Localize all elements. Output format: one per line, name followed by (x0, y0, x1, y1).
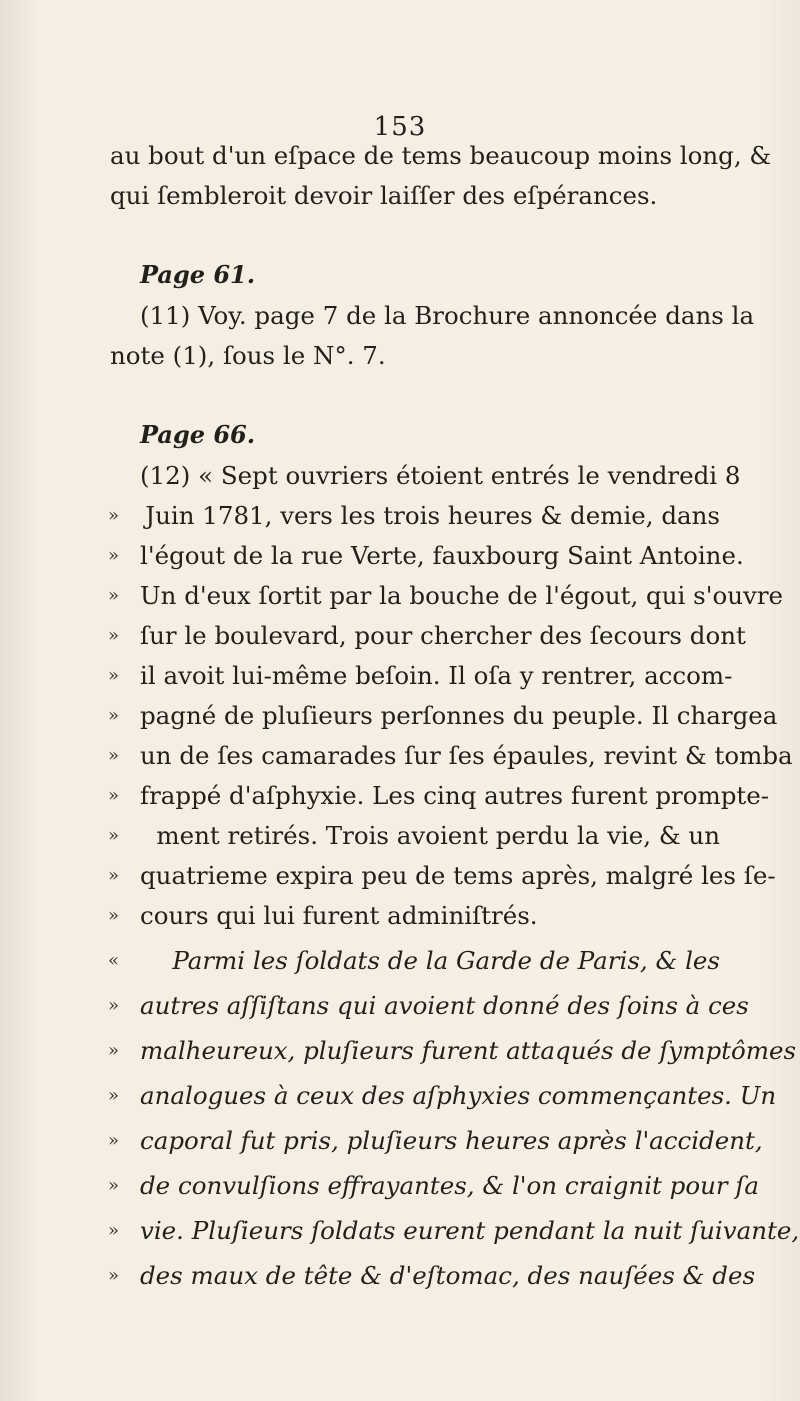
text-line (108, 860, 776, 892)
quote-mark: » (108, 1175, 120, 1196)
text-content: un de ſes camarades ſur ſes épaules, revint & tomba (140, 741, 793, 770)
quote-mark: » (108, 1085, 120, 1106)
text-content: ſur le boulevard, pour chercher des ſecours dont (140, 621, 746, 650)
text-line (108, 900, 720, 932)
quote-mark: » (108, 505, 120, 526)
section-heading: Page 66. (140, 420, 256, 449)
text-content: caporal fut pris, pluſieurs heures après l'accident, (140, 1126, 763, 1155)
quote-mark: » (108, 1265, 120, 1286)
text-line (108, 820, 720, 852)
page-number: 153 (373, 112, 427, 142)
quote-mark: » (108, 865, 120, 886)
text-line (108, 1080, 777, 1112)
quote-mark: » (108, 745, 120, 766)
text-content: cours qui lui furent adminiſtrés. (140, 901, 538, 930)
section-heading: Page 61. (140, 260, 256, 289)
text-content: il avoit lui-même beſoin. Il oſa y rentrer, accom- (140, 661, 733, 690)
quote-mark: » (108, 665, 120, 686)
text-content: autres aſſiſtans qui avoient donné des ſoins à ces (140, 991, 749, 1020)
text-line (108, 700, 778, 732)
text-content: vie. Pluſieurs ſoldats eurent pendant la nuit ſuivante, (140, 1216, 800, 1245)
quote-mark: » (108, 585, 120, 606)
text-content: Un d'eux ſortit par la bouche de l'égout, qui s'ouvre (140, 581, 784, 610)
text-line (108, 780, 770, 812)
text-line (108, 1215, 800, 1247)
quote-mark: » (108, 705, 120, 726)
text-line (108, 740, 793, 772)
text-line (108, 580, 784, 612)
text-line (108, 660, 733, 692)
text-content: malheureux, pluſieurs furent attaqués de ſymptômes (140, 1036, 797, 1065)
text-line (108, 1170, 760, 1202)
quote-mark: » (108, 905, 120, 926)
quote-mark: » (108, 1130, 120, 1151)
text-line (108, 620, 746, 652)
quote-mark: » (108, 785, 120, 806)
text-line: qui ſembleroit devoir laiſſer des eſpérances. (110, 181, 658, 210)
text-content: frappé d'aſphyxie. Les cinq autres furent prompte- (140, 781, 770, 810)
quote-mark: » (108, 1040, 120, 1061)
text-content: Parmi les ſoldats de la Garde de Paris, & les (172, 946, 720, 975)
text-line: note (1), ſous le N°. 7. (110, 341, 386, 370)
text-line (108, 540, 744, 572)
text-content: des maux de tête & d'eſtomac, des nauſées & des (140, 1261, 756, 1290)
quote-mark: » (108, 1220, 120, 1241)
text-content: ment retirés. Trois avoient perdu la vie, & un (156, 821, 720, 850)
text-line (108, 1035, 797, 1067)
text-content: l'égout de la rue Verte, fauxbourg Saint Antoine. (140, 541, 744, 570)
quote-mark: » (108, 625, 120, 646)
quote-mark: » (108, 995, 120, 1016)
quote-mark: » (108, 545, 120, 566)
text-line (108, 1125, 763, 1157)
text-line (108, 945, 720, 977)
text-line: au bout d'un eſpace de tems beaucoup moins long, & (110, 141, 772, 170)
text-content: Juin 1781, vers les trois heures & demie, dans (145, 501, 720, 530)
text-line: (11) Voy. page 7 de la Brochure annoncée dans la (140, 301, 755, 330)
text-content: pagné de pluſieurs perſonnes du peuple. Il chargea (140, 701, 778, 730)
text-line: (12) « Sept ouvriers étoient entrés le vendredi 8 (140, 461, 741, 490)
quote-mark: » (108, 825, 120, 846)
text-line (108, 990, 749, 1022)
quote-mark: « (108, 950, 120, 971)
text-line (108, 500, 720, 532)
text-content: de convulſions effrayantes, & l'on craignit pour ſa (140, 1171, 760, 1200)
text-content: quatrieme expira peu de tems après, malgré les ſe- (140, 861, 776, 890)
text-line (108, 1260, 756, 1292)
text-content: analogues à ceux des aſphyxies commençantes. Un (140, 1081, 777, 1110)
